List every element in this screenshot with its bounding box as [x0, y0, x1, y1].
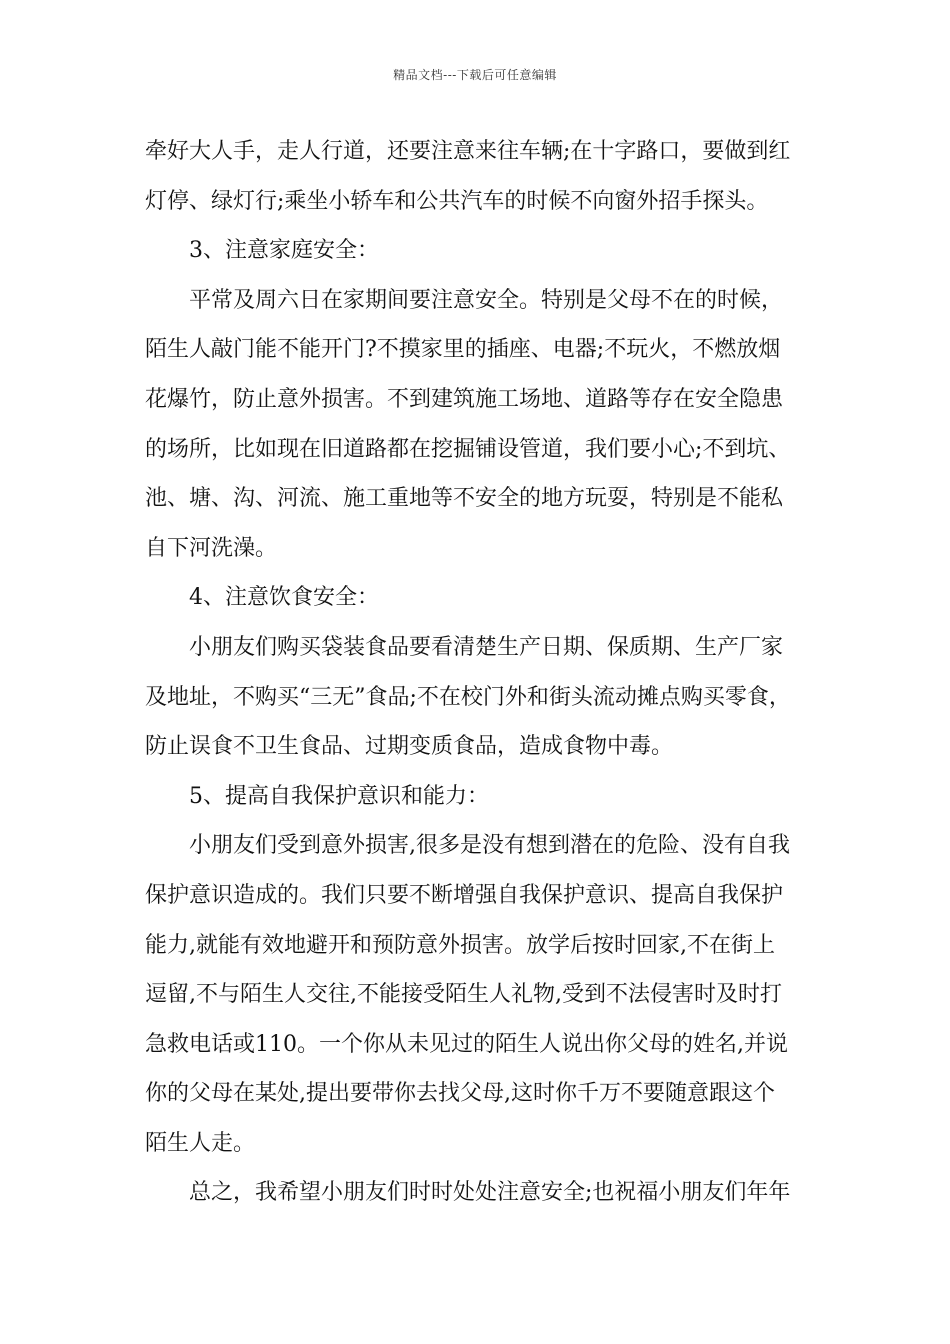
body-line: 急救电话或110。一个你从未见过的陌生人说出你父母的姓名,并说	[145, 1031, 788, 1057]
body-line: 保护意识造成的。我们只要不断增强自我保护意识、提高自我保护	[145, 882, 784, 908]
document-body	[145, 127, 820, 1218]
body-line: 及地址，不购买“三无”食品;不在校门外和街头流动摊点购买零食，	[145, 684, 791, 710]
body-line: 小朋友们购买袋装食品要看清楚生产日期、保质期、生产厂家	[189, 634, 784, 660]
section-heading: 5、提高自我保护意识和能力：	[189, 783, 489, 809]
body-line: 小朋友们受到意外损害,很多是没有想到潜在的危险、没有自我	[189, 833, 790, 859]
body-line: 的场所，比如现在旧道路都在挖掘铺设管道，我们要小心;不到坑、	[145, 436, 791, 462]
body-line: 灯停、绿灯行;乘坐小轿车和公共汽车的时候不向窗外招手探头。	[145, 188, 769, 214]
body-line: 自下河洗澡。	[145, 535, 278, 561]
body-line: 总之，我希望小朋友们时时处处注意安全;也祝福小朋友们年年	[189, 1180, 791, 1206]
section-heading: 3、注意家庭安全：	[189, 238, 379, 264]
page-header: 精品文档---下载后可任意编辑	[393, 68, 557, 82]
body-line: 花爆竹，防止意外损害。不到建筑施工场地、道路等存在安全隐患	[145, 386, 784, 412]
body-line: 你的父母在某处,提出要带你去找父母,这时你千万不要随意跟这个	[145, 1081, 775, 1107]
body-line: 池、塘、沟、河流、施工重地等不安全的地方玩耍，特别是不能私	[145, 486, 784, 512]
body-line: 平常及周六日在家期间要注意安全。特别是父母不在的时候，	[189, 287, 784, 313]
body-line: 陌生人敲门能不能开门?不摸家里的插座、电器;不玩火，不燃放烟	[145, 337, 781, 363]
section-heading: 4、注意饮食安全：	[189, 585, 379, 611]
body-line: 陌生人走。	[145, 1130, 256, 1156]
body-line: 逗留,不与陌生人交往,不能接受陌生人礼物,受到不法侵害时及时打	[145, 982, 782, 1008]
body-line: 能力,就能有效地避开和预防意外损害。放学后按时回家,不在街上	[145, 932, 775, 958]
body-line: 牵好大人手，走人行道，还要注意来往车辆;在十字路口，要做到红	[145, 139, 791, 164]
body-line: 防止误食不卫生食品、过期变质食品，造成食物中毒。	[145, 734, 674, 760]
